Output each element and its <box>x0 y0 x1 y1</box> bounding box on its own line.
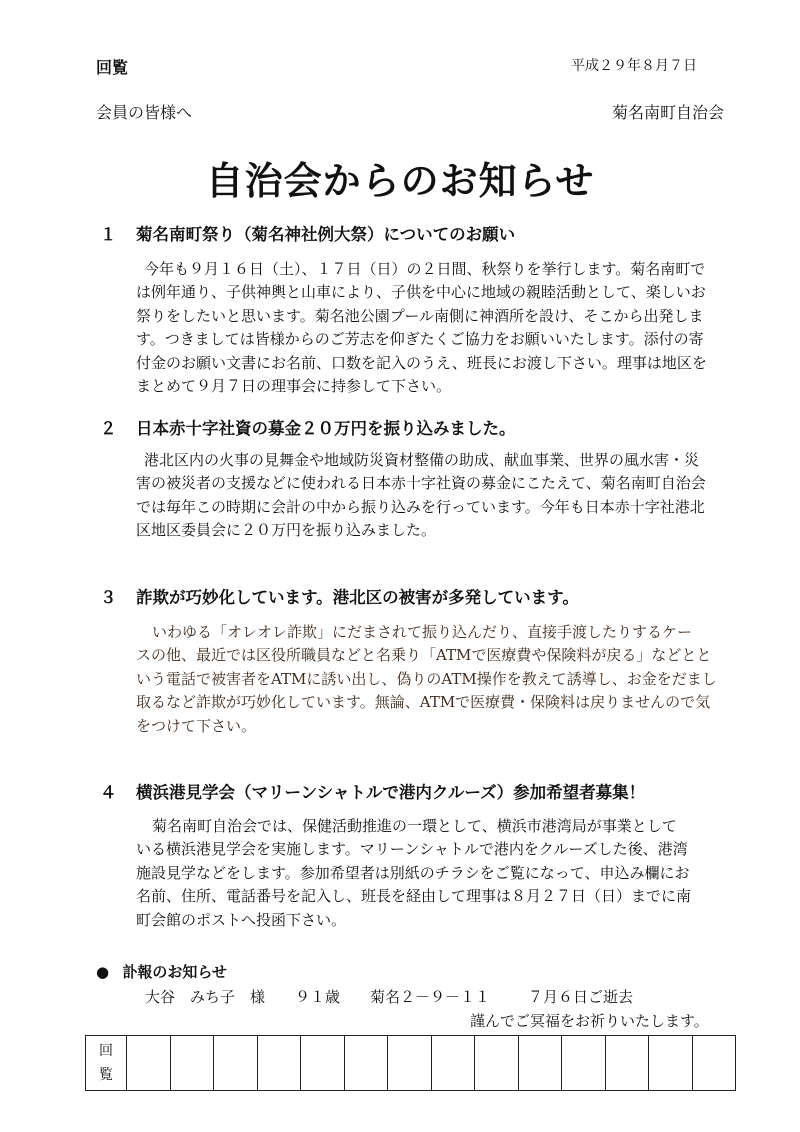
stamp-cell[interactable] <box>170 1036 214 1091</box>
section-1-heading <box>100 221 515 245</box>
body-line: 害の被災者の支援などに使われる日本赤十字社資の募金にこたえて、菊名南町自治会 <box>136 474 706 493</box>
stamp-cell[interactable] <box>301 1036 345 1091</box>
body-line: いる横浜港見学会を実施します。マリーンシャトルで港内をクルーズした後、港湾 <box>136 840 688 859</box>
section-title: 詐欺が巧妙化しています。港北区の被害が多発しています。 <box>136 588 579 607</box>
body-line: 名前、住所、電話番号を記入し、班長を経由して理事は８月２７日（日）までに南 <box>136 887 692 906</box>
body-line: 今年も９月１６日（土）、１７日（日）の２日間、秋祭りを挙行します。菊名南町で <box>144 260 706 278</box>
stamp-cell[interactable] <box>257 1036 301 1091</box>
body-line: 菊名南町自治会では、保健活動推進の一環として、横浜市港湾局が事業として <box>152 817 677 835</box>
section-4-heading <box>100 779 645 803</box>
recipient: 会員の皆様へ <box>96 103 193 122</box>
body-line: 施設見学などをします。参加希望者は別紙のチラシをご覧になって、申込み欄にお <box>136 863 690 882</box>
section-number: ３ <box>100 588 117 607</box>
section-number: １ <box>100 225 117 244</box>
stamp-cell[interactable] <box>431 1036 475 1091</box>
stamp-cell[interactable] <box>649 1036 693 1091</box>
section-2-heading <box>100 415 516 439</box>
circulation-stamp-table <box>85 1035 736 1091</box>
stamp-cell[interactable] <box>562 1036 606 1091</box>
section-3-heading <box>100 584 579 608</box>
body-line: す。つきましては皆様からのご芳志を仰ぎたくご協力をお願いいたします。添付の寄 <box>136 330 704 349</box>
section-title: 横浜港見学会（マリーンシャトルで港内クルーズ）参加希望者募集！ <box>136 783 646 802</box>
obituary-heading <box>96 961 227 982</box>
issue-date: 平成２９年８月７日 <box>571 58 697 74</box>
section-title: 菊名南町祭り（菊名神社例大祭）についてのお願い <box>136 225 516 244</box>
body-line: をつけて下さい。 <box>136 716 257 735</box>
bullet-icon: ● <box>96 963 110 981</box>
body-line: 区地区委員会に２０万円を振り込みました。 <box>136 521 437 540</box>
section-1-body <box>136 258 746 398</box>
date-of-death: ７月６日ご逝去 <box>528 988 634 1006</box>
obituary-entry <box>145 986 633 1007</box>
stamp-cell[interactable] <box>344 1036 388 1091</box>
stamp-cell[interactable] <box>388 1036 432 1091</box>
stamp-cell[interactable] <box>518 1036 562 1091</box>
body-line: まとめて９月７日の理事会に持参して下さい。 <box>136 377 452 396</box>
stamp-cell[interactable] <box>605 1036 649 1091</box>
circulation-label-top: 回 <box>99 1043 113 1059</box>
section-number: ２ <box>100 419 117 438</box>
condolence-message: 謹んでご冥福をお祈りいたします。 <box>470 1012 709 1030</box>
body-line: 祭りをしたいと思います。菊名池公園プール南側に神酒所を設け、そこから出発しま <box>136 306 704 325</box>
body-line: 付金のお願い文書にお名前、口数を記入のうえ、班長にお渡し下さい。理事は地区を <box>136 353 707 372</box>
obituary-title: 訃報のお知らせ <box>122 963 227 981</box>
deceased-address: 菊名２－９－１１ <box>370 988 491 1006</box>
body-line: いう電話で被害者をATMに誘い出し、偽りのATM操作を教えて誘導し、お金をだまし <box>136 669 717 688</box>
stamp-cell[interactable] <box>692 1036 736 1091</box>
stamp-cell[interactable] <box>475 1036 519 1091</box>
circulation-label-bottom: 覧 <box>99 1067 113 1083</box>
deceased-age: ９１歳 <box>295 988 341 1006</box>
stamp-cell[interactable] <box>127 1036 171 1091</box>
deceased-name: 大谷 みち子 様 <box>145 988 266 1006</box>
stamp-cell[interactable] <box>214 1036 258 1091</box>
section-2-body <box>136 449 746 543</box>
body-line: 町会館のポストへ投函下さい。 <box>136 910 347 929</box>
body-line: いわゆる「オレオレ詐欺」にだまされて振り込んだり、直接手渡したりするケー <box>152 623 693 641</box>
section-3-body <box>136 621 746 738</box>
circulation-label-cell <box>86 1036 127 1091</box>
body-line: スの他、最近では区役所職員などと名乗り「ATMで医療費や保険料が戻る」などとと <box>136 646 712 665</box>
body-line: は例年通り、子供神輿と山車により、子供を中心に地域の親睦活動として、楽しいお <box>136 283 706 302</box>
sender-organization: 菊名南町自治会 <box>612 103 725 122</box>
body-line: 港北区内の火事の見舞金や地域防災資材整備の助成、献血事業、世界の風水害・災 <box>144 451 700 469</box>
circulate-label: 回覧 <box>96 58 129 77</box>
page-title: 自治会からのお知らせ <box>205 159 595 203</box>
section-4-body <box>136 815 746 932</box>
body-line: 取るなど詐欺が巧妙化しています。無論、ATMで医療費・保険料は戻りませんので気 <box>136 693 711 712</box>
body-line: では毎年この時期に会計の中から振り込みを行っています。今年も日本赤十字社港北 <box>136 497 705 516</box>
section-number: ４ <box>100 783 117 802</box>
section-title: 日本赤十字社資の募金２０万円を振り込みました。 <box>136 419 516 438</box>
